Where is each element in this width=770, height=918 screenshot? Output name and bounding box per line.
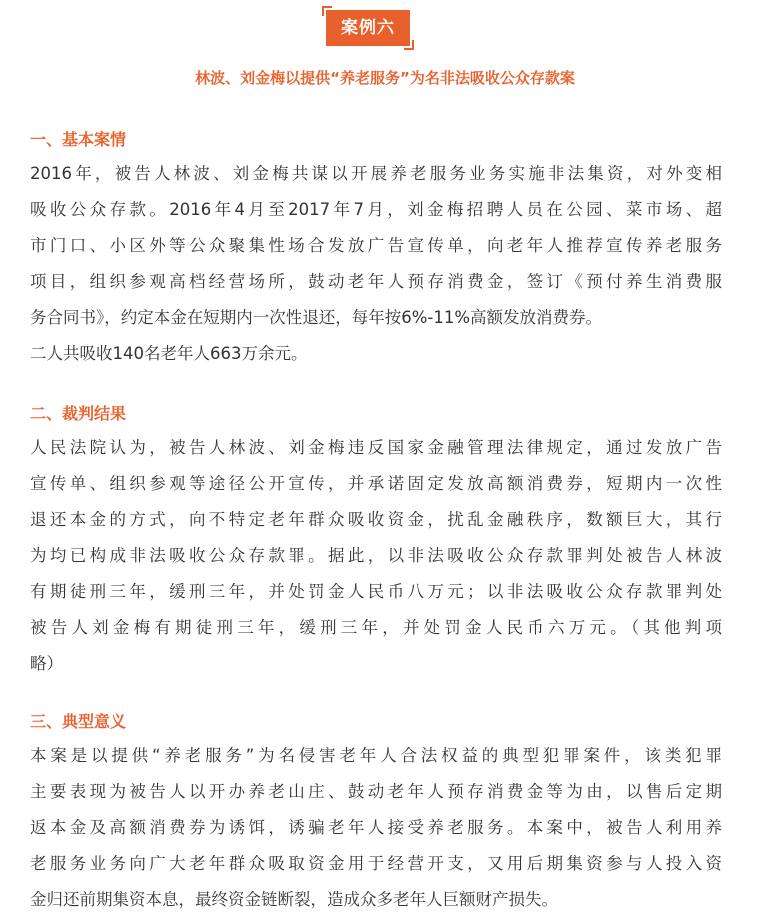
section-body-basic-facts bbox=[30, 156, 722, 372]
paragraph-line: 吸收公众存款。2016年4月至2017年7月，刘金梅招聘人员在公园、菜市场、超 bbox=[30, 200, 722, 219]
paragraph-line: 老服务业务向广大老年群众吸取资金用于经营开支，又用后期集资参与人投入资 bbox=[30, 854, 722, 873]
section-heading-significance: 三、典型意义 bbox=[30, 712, 127, 731]
paragraph-line: 金归还前期集资本息，最终资金链断裂，造成众多老年人巨额财产损失。 bbox=[30, 890, 558, 909]
paragraph-line: 人民法院认为，被告人林波、刘金梅违反国家金融管理法律规定，通过发放广告 bbox=[30, 438, 722, 457]
paragraph-line: 务合同书》，约定本金在短期内一次性退还，每年按6%-11%高额发放消费券。 bbox=[30, 308, 603, 327]
case-title: 林波、刘金梅以提供“养老服务”为名非法吸收公众存款案 bbox=[195, 69, 575, 87]
paragraph-line: 二人共吸收140名老年人663万余元。 bbox=[30, 344, 308, 363]
case-badge: 案例六 bbox=[326, 10, 410, 46]
section-body-judgment bbox=[30, 430, 722, 682]
paragraph-line: 退还本金的方式，向不特定老年群众吸收资金，扰乱金融秩序，数额巨大，其行 bbox=[30, 510, 722, 529]
paragraph-line: 有期徒刑三年，缓刑三年，并处罚金人民币八万元；以非法吸收公众存款罪判处 bbox=[30, 582, 722, 601]
paragraph-line: 项目，组织参观高档经营场所，鼓动老年人预存消费金，签订《预付养生消费服 bbox=[30, 272, 722, 291]
paragraph-line: 主要表现为被告人以开办养老山庄、鼓动老年人预存消费金等为由，以售后定期 bbox=[30, 782, 722, 801]
section-heading-judgment: 二、裁判结果 bbox=[30, 404, 127, 423]
case-badge-frame bbox=[322, 6, 414, 50]
paragraph-line: 为均已构成非法吸收公众存款罪。据此，以非法吸收公众存款罪判处被告人林波 bbox=[30, 546, 722, 565]
paragraph-line: 返本金及高额消费券为诱饵，诱骗老年人接受养老服务。本案中，被告人利用养 bbox=[30, 818, 722, 837]
paragraph-line: 本案是以提供“养老服务”为名侵害老年人合法权益的典型犯罪案件，该类犯罪 bbox=[30, 746, 722, 765]
paragraph-line: 略） bbox=[30, 654, 63, 673]
paragraph-line: 市门口、小区外等公众聚集性场合发放广告宣传单，向老年人推荐宣传养老服务 bbox=[30, 236, 722, 255]
paragraph-line: 被告人刘金梅有期徒刑三年，缓刑三年，并处罚金人民币六万元。（其他判项 bbox=[30, 618, 722, 637]
paragraph-line: 2016年，被告人林波、刘金梅共谋以开展养老服务业务实施非法集资，对外变相 bbox=[30, 164, 722, 183]
section-heading-basic-facts: 一、基本案情 bbox=[30, 130, 127, 149]
paragraph-line: 宣传单、组织参观等途径公开宣传，并承诺固定发放高额消费券，短期内一次性 bbox=[30, 474, 722, 493]
section-body-significance bbox=[30, 738, 722, 918]
